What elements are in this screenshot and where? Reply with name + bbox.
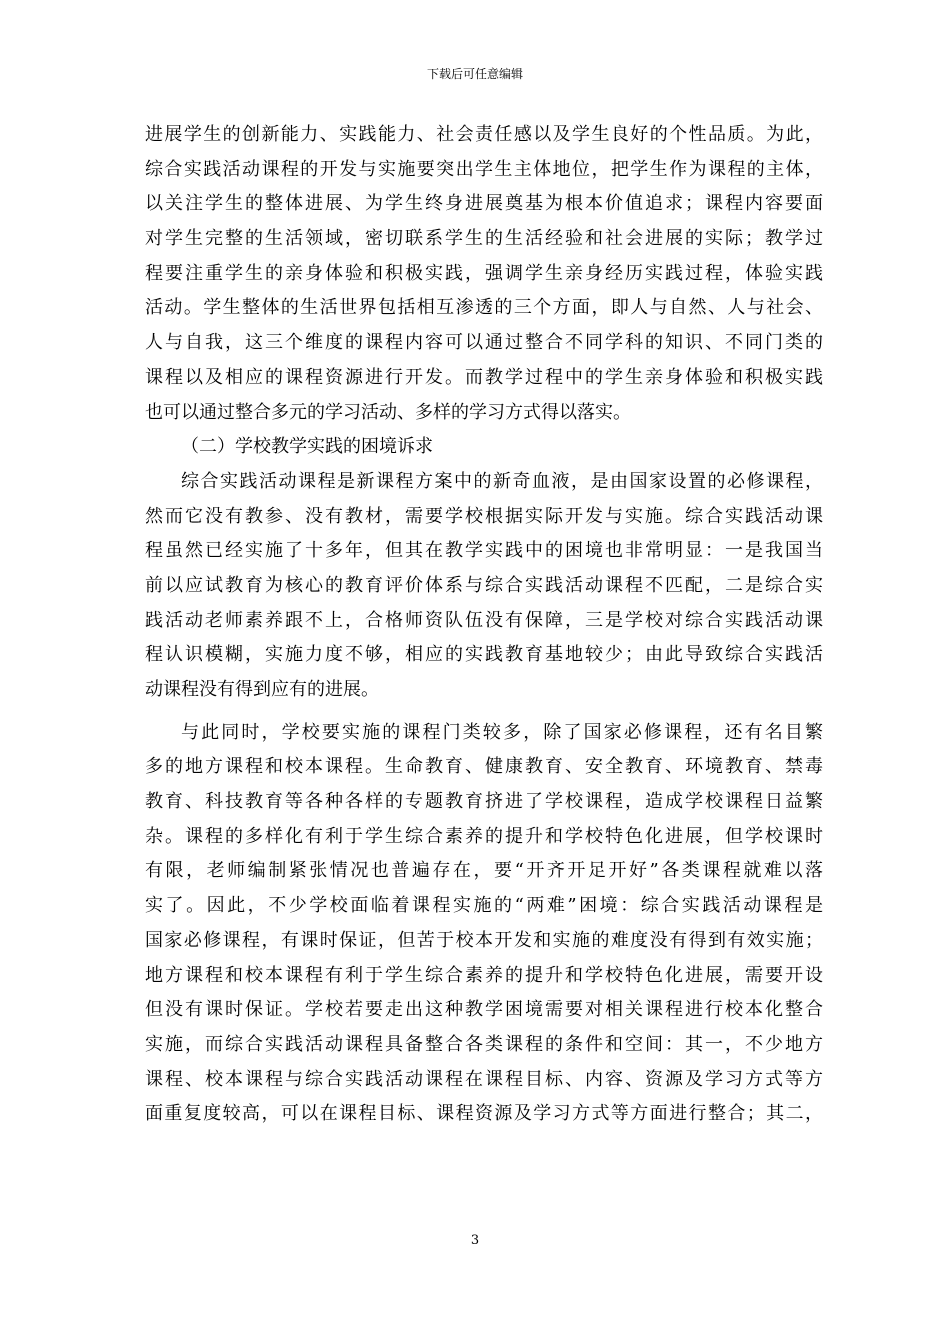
text-line: 面重复度较高，可以在课程目标、课程资源及学习方式等方面进行整合；其二，	[145, 1103, 823, 1125]
document-body	[145, 118, 823, 1132]
text-line: 对学生完整的生活领域，密切联系学生的生活经验和社会进展的实际；教学过	[145, 228, 823, 250]
text-line: 程虽然已经实施了十多年，但其在教学实践中的困境也非常明显：一是我国当	[145, 540, 823, 562]
text-line: 程认识模糊，实施力度不够，相应的实践教育基地较少；由此导致综合实践活	[145, 644, 823, 666]
text-line: 实了。因此，不少学校面临着课程实施的“两难”困境：综合实践活动课程是	[145, 895, 823, 917]
text-line: 教育、科技教育等各种各样的专题教育挤进了学校课程，造成学校课程日益繁	[145, 791, 823, 813]
paragraph	[145, 716, 823, 1132]
text-line: 但没有课时保证。学校若要走出这种教学困境需要对相关课程进行校本化整合	[145, 999, 823, 1021]
text-line: 综合实践活动课程的开发与实施要突出学生主体地位，把学生作为课程的主体，	[145, 158, 823, 180]
text-line: 课程、校本课程与综合实践活动课程在课程目标、内容、资源及学习方式等方	[145, 1068, 823, 1090]
paragraph	[145, 465, 823, 708]
text-line: 综合实践活动课程是新课程方案中的新奇血液，是由国家设置的必修课程，	[181, 470, 823, 492]
text-line: 有限，老师编制紧张情况也普遍存在，要“开齐开足开好”各类课程就难以落	[145, 860, 823, 882]
text-line: 实施，而综合实践活动课程具备整合各类课程的条件和空间：其一，不少地方	[145, 1033, 823, 1055]
text-line: 践活动老师素养跟不上，合格师资队伍没有保障，三是学校对综合实践活动课	[145, 609, 823, 631]
text-line: 活动。学生整体的生活世界包括相互渗透的三个方面，即人与自然、人与社会、	[145, 297, 823, 319]
text-line: 杂。课程的多样化有利于学生综合素养的提升和学校特色化进展，但学校课时	[145, 825, 823, 847]
text-line: 前以应试教育为核心的教育评价体系与综合实践活动课程不匹配，二是综合实	[145, 574, 823, 596]
text-line: 人与自我，这三个维度的课程内容可以通过整合不同学科的知识、不同门类的	[145, 332, 823, 354]
text-line: 也可以通过整合多元的学习活动、多样的学习方式得以落实。	[145, 401, 631, 423]
text-line: 进展学生的创新能力、实践能力、社会责任感以及学生良好的个性品质。为此，	[145, 124, 823, 145]
text-line: 然而它没有教参、没有教材，需要学校根据实际开发与实施。综合实践活动课	[145, 505, 823, 527]
text-line: 以关注学生的整体进展、为学生终身进展奠基为根本价值追求；课程内容要面	[145, 193, 823, 215]
text-line: 国家必修课程，有课时保证，但苦于校本开发和实施的难度没有得到有效实施；	[145, 929, 823, 951]
page-number: 3	[470, 1233, 480, 1248]
text-line: 多的地方课程和校本课程。生命教育、健康教育、安全教育、环境教育、禁毒	[145, 756, 823, 778]
section-heading: （二）学校教学实践的困境诉求	[181, 436, 433, 458]
text-line: 动课程没有得到应有的进展。	[145, 679, 379, 700]
paragraph	[145, 118, 823, 430]
text-line: 与此同时，学校要实施的课程门类较多，除了国家必修课程，还有名目繁	[181, 721, 823, 743]
text-line: 课程以及相应的课程资源进行开发。而教学过程中的学生亲身体验和积极实践	[145, 366, 823, 388]
page-header: 下载后可任意编辑	[426, 67, 523, 81]
text-line: 地方课程和校本课程有利于学生综合素养的提升和学校特色化进展，需要开设	[145, 964, 823, 986]
paragraph-spacing	[145, 708, 823, 716]
text-line: 程要注重学生的亲身体验和积极实践，强调学生亲身经历实践过程，体验实践	[145, 262, 823, 284]
